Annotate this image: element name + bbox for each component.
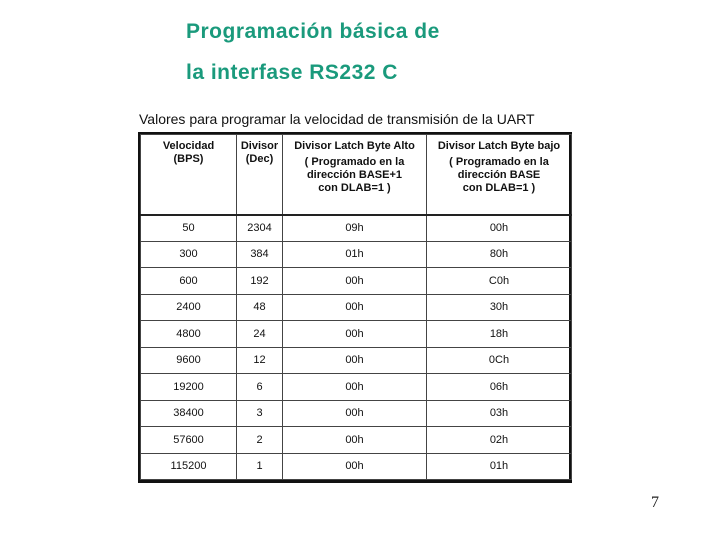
cell-velocidad: 38400	[141, 400, 237, 427]
cell-byte-alto: 00h	[283, 321, 427, 348]
cell-byte-alto: 00h	[283, 427, 427, 454]
cell-divisor: 2304	[237, 215, 283, 242]
cell-divisor: 12	[237, 347, 283, 374]
cell-byte-alto: 00h	[283, 294, 427, 321]
cell-byte-alto: 01h	[283, 241, 427, 268]
table-row	[141, 453, 572, 480]
table-row	[141, 427, 572, 454]
header-line: con DLAB=1 )	[318, 182, 391, 194]
cell-divisor: 24	[237, 321, 283, 348]
slide-title-line-2: la interfase RS232 C	[186, 61, 398, 84]
header-line: dirección BASE	[457, 169, 541, 181]
header-line: (BPS)	[173, 153, 204, 165]
slide-title-line-1: Programación básica de	[186, 20, 440, 43]
cell-divisor: 3	[237, 400, 283, 427]
cell-byte-alto: 00h	[283, 453, 427, 480]
table-row	[141, 321, 572, 348]
table-row	[141, 400, 572, 427]
table-row	[141, 347, 572, 374]
header-byte-bajo	[427, 135, 572, 215]
header-line: (Dec)	[245, 153, 274, 165]
cell-divisor: 1	[237, 453, 283, 480]
table-row	[141, 215, 572, 242]
cell-divisor: 48	[237, 294, 283, 321]
cell-byte-bajo: 06h	[427, 374, 572, 401]
cell-byte-alto: 09h	[283, 215, 427, 242]
table-row	[141, 374, 572, 401]
cell-velocidad: 57600	[141, 427, 237, 454]
header-divisor	[237, 135, 283, 215]
table-row	[141, 268, 572, 295]
header-line: ( Programado en la	[449, 156, 549, 168]
table-header-row	[141, 135, 572, 215]
header-line: Velocidad	[162, 140, 215, 152]
table-caption: Valores para programar la velocidad de transmisión de la UART	[139, 111, 535, 127]
cell-divisor: 192	[237, 268, 283, 295]
cell-byte-alto: 00h	[283, 347, 427, 374]
cell-byte-bajo: 0Ch	[427, 347, 572, 374]
cell-velocidad: 19200	[141, 374, 237, 401]
header-line: Divisor Latch Byte Alto	[294, 140, 415, 152]
cell-velocidad: 50	[141, 215, 237, 242]
cell-byte-bajo: 00h	[427, 215, 572, 242]
baud-rate-table	[138, 132, 572, 483]
cell-velocidad: 115200	[141, 453, 237, 480]
table-row	[141, 294, 572, 321]
cell-byte-alto: 00h	[283, 400, 427, 427]
header-velocidad	[141, 135, 237, 215]
header-line: con DLAB=1 )	[462, 182, 536, 194]
cell-velocidad: 4800	[141, 321, 237, 348]
cell-velocidad: 2400	[141, 294, 237, 321]
cell-byte-bajo: 30h	[427, 294, 572, 321]
header-line: Divisor Latch Byte bajo	[437, 140, 561, 152]
cell-velocidad: 600	[141, 268, 237, 295]
cell-byte-alto: 00h	[283, 374, 427, 401]
cell-divisor: 6	[237, 374, 283, 401]
page-number: 7	[651, 494, 659, 511]
cell-byte-bajo: 80h	[427, 241, 572, 268]
cell-divisor: 384	[237, 241, 283, 268]
cell-byte-bajo: 03h	[427, 400, 572, 427]
cell-byte-bajo: C0h	[427, 268, 572, 295]
cell-byte-bajo: 01h	[427, 453, 572, 480]
header-line: ( Programado en la	[304, 156, 405, 168]
cell-velocidad: 300	[141, 241, 237, 268]
header-byte-alto	[283, 135, 427, 215]
header-line: Divisor	[240, 140, 279, 152]
table-row	[141, 241, 572, 268]
cell-byte-alto: 00h	[283, 268, 427, 295]
cell-byte-bajo: 18h	[427, 321, 572, 348]
cell-byte-bajo: 02h	[427, 427, 572, 454]
cell-divisor: 2	[237, 427, 283, 454]
header-line: dirección BASE+1	[306, 169, 403, 181]
cell-velocidad: 9600	[141, 347, 237, 374]
